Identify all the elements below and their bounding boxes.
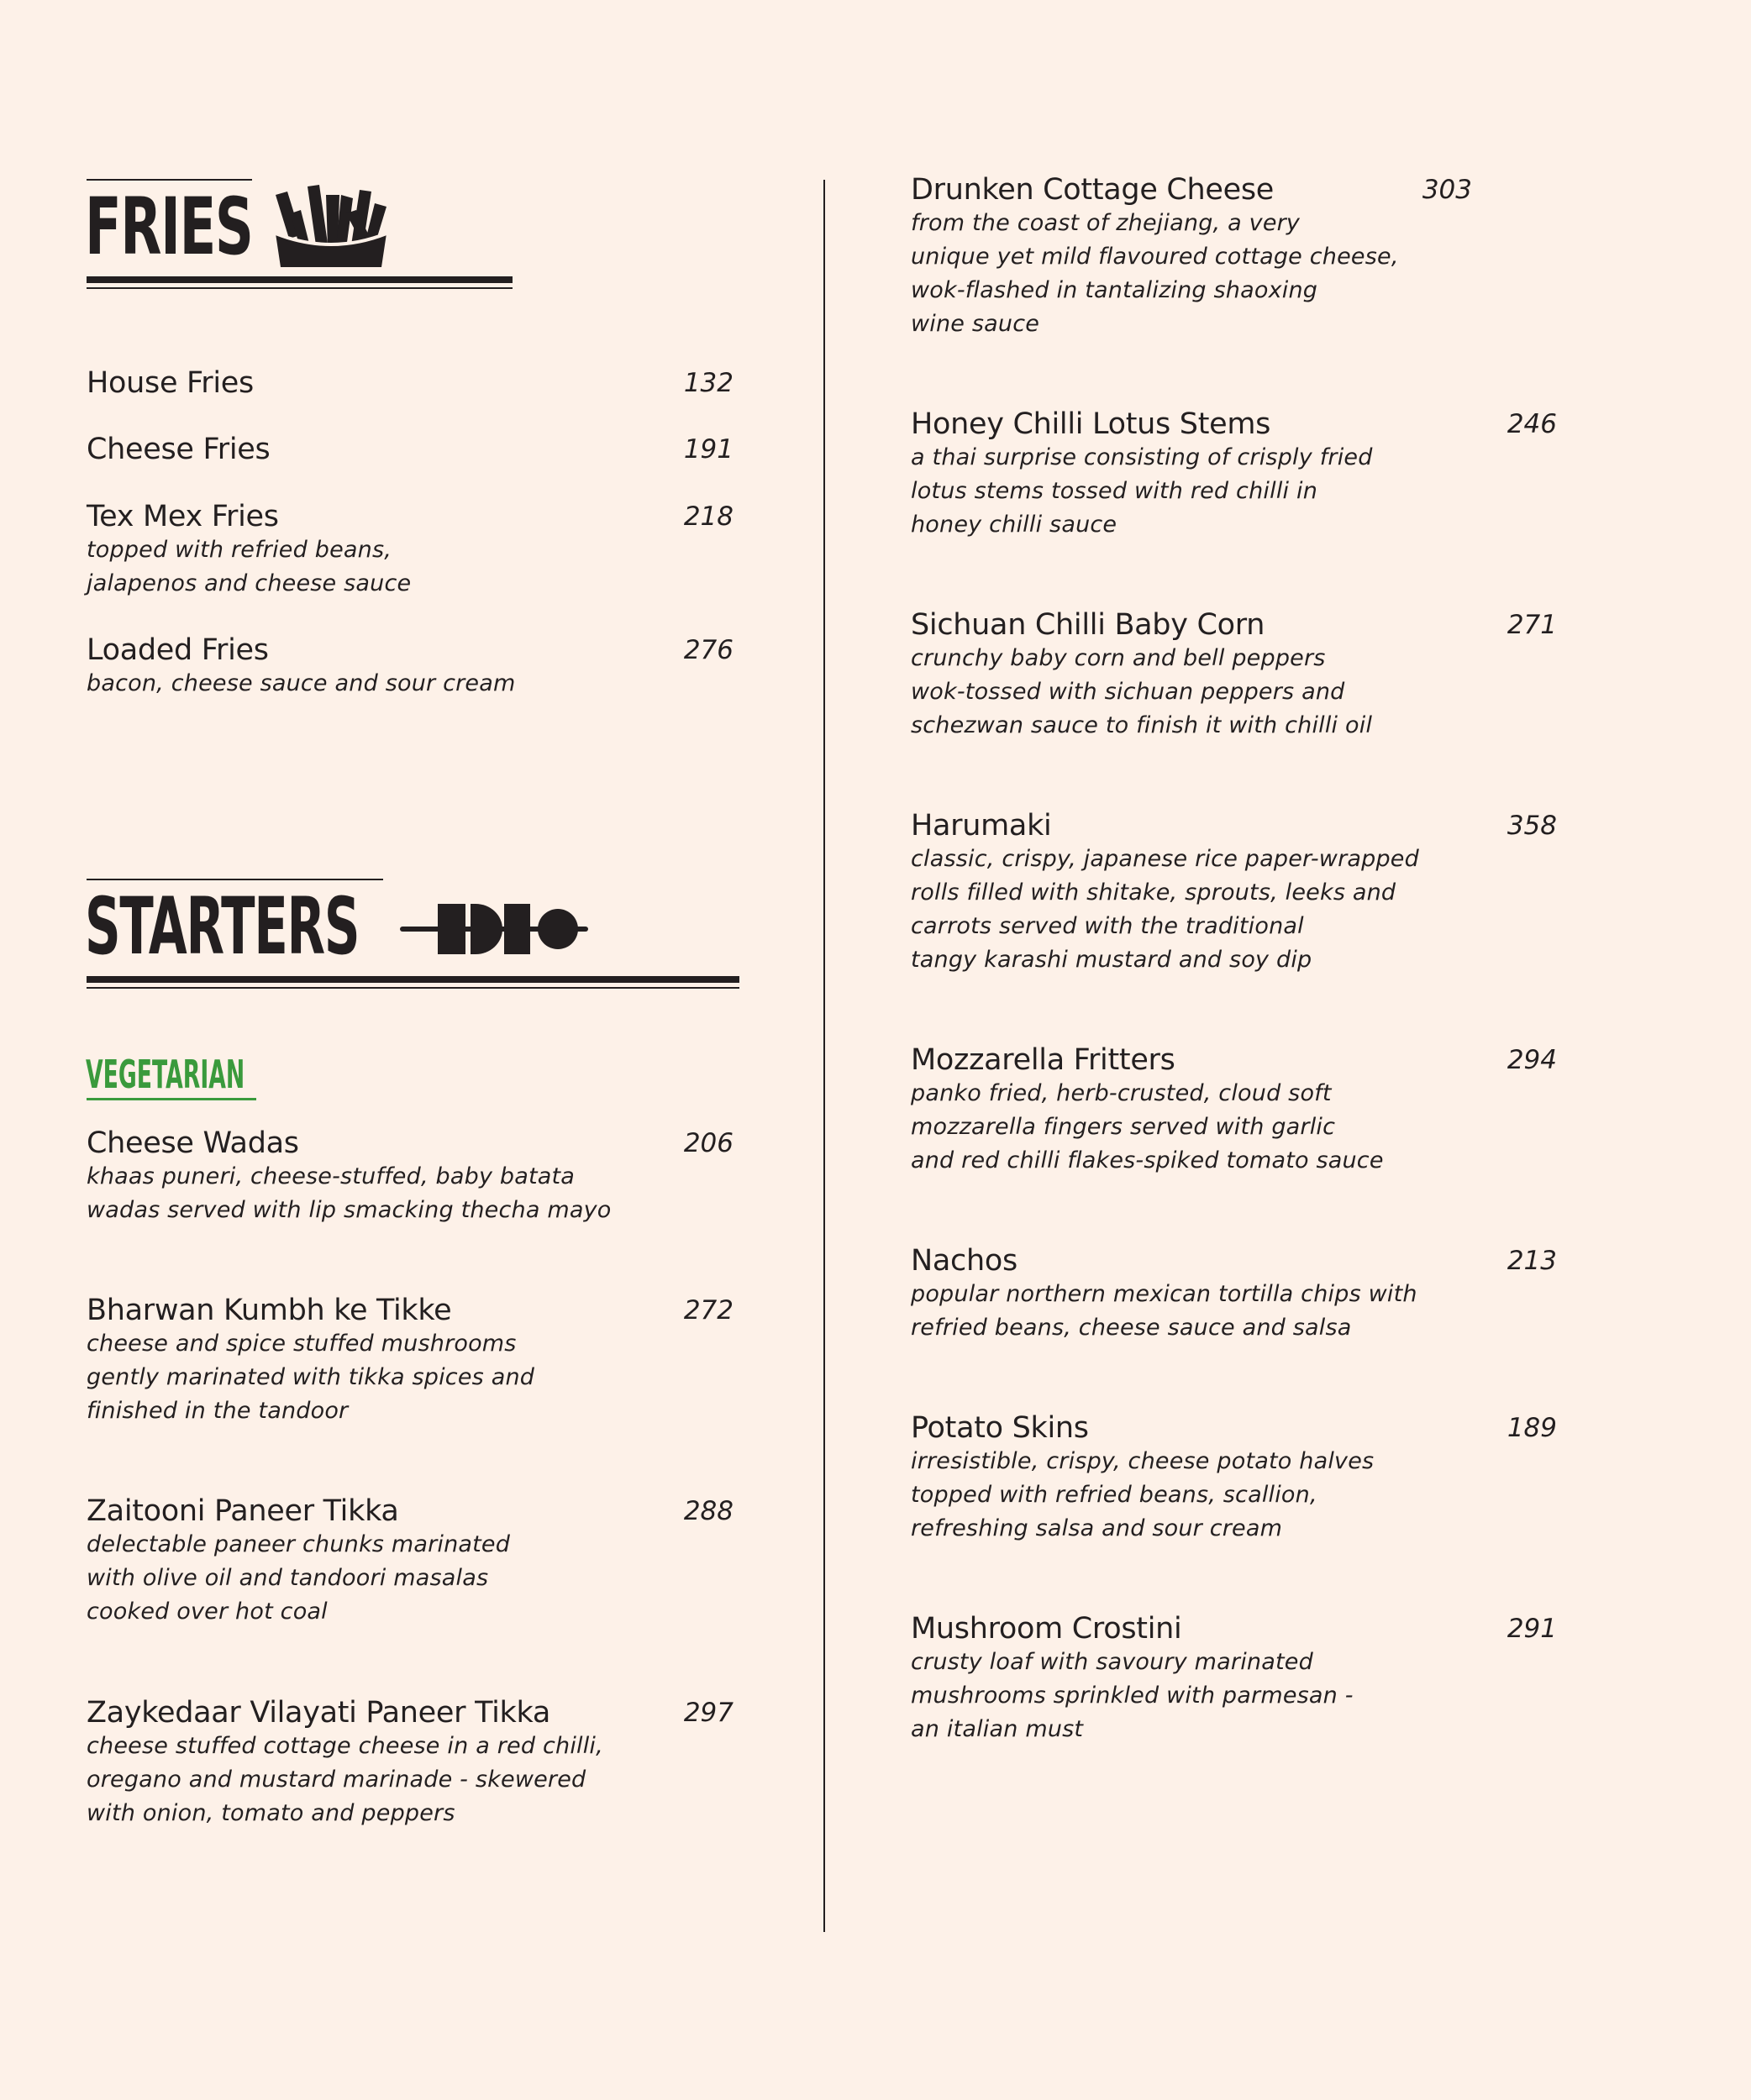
item-name: House Fries <box>87 366 254 400</box>
item-description: khaas puneri, cheese-stuffed, baby batata wadas served with lip smacking thecha mayo <box>87 1163 612 1223</box>
item-price: 272 <box>683 1295 734 1326</box>
item-price: 297 <box>683 1698 734 1728</box>
starters-header-top-rule <box>87 879 383 880</box>
vegetarian-subsection-title: VEGETARIAN <box>86 1052 245 1097</box>
menu-item-cheese-wadas <box>87 1126 734 1227</box>
menu-item-zaitooni-paneer-tikka <box>87 1494 734 1629</box>
item-description: from the coast of zhejiang, a very unique yet mild flavoured cottage cheese, wok-flashed in tantalizing shaoxing wine sauce <box>911 210 1399 337</box>
item-price: 291 <box>1506 1614 1557 1644</box>
item-price: 191 <box>683 434 734 465</box>
column-divider <box>823 180 825 1932</box>
item-price: 276 <box>683 635 734 665</box>
item-description: irresistible, crispy, cheese potato halves topped with refried beans, scallion, refreshing salsa and sour cream <box>911 1448 1375 1541</box>
item-price: 218 <box>683 501 734 532</box>
starters-header-bottom-rule <box>87 987 739 989</box>
item-description: popular northern mexican tortilla chips with refried beans, cheese sauce and salsa <box>911 1281 1417 1341</box>
item-name: Cheese Fries <box>87 433 271 466</box>
item-name: Cheese Wadas <box>87 1126 299 1160</box>
item-price: 206 <box>683 1128 734 1158</box>
menu-item-nachos <box>911 1244 1557 1345</box>
item-description: panko fried, herb-crusted, cloud soft mozzarella fingers served with garlic and red chilli flakes-spiked tomato sauce <box>911 1080 1384 1173</box>
item-name: Drunken Cottage Cheese <box>911 173 1275 207</box>
vegetarian-underline <box>87 1098 256 1100</box>
item-price: 271 <box>1506 610 1557 640</box>
item-price: 288 <box>683 1496 734 1526</box>
menu-item-tex-mex-fries <box>87 500 734 601</box>
item-name: Zaykedaar Vilayati Paneer Tikka <box>87 1696 550 1730</box>
item-description: crunchy baby corn and bell peppers wok-tossed with sichuan peppers and schezwan sauce to finish it with chilli oil <box>911 645 1373 738</box>
fries-header-bottom-rule <box>87 287 513 289</box>
item-description: a thai surprise consisting of crisply fried lotus stems tossed with red chilli in honey chilli sauce <box>911 444 1373 538</box>
menu-item-harumaki <box>911 809 1557 977</box>
menu-item-drunken-cottage-cheese <box>911 173 1557 341</box>
starters-section-title: STARTERS <box>85 881 360 973</box>
item-name: Loaded Fries <box>87 633 269 667</box>
menu-item-honey-chilli-lotus-stems <box>911 407 1557 542</box>
fries-header-top-rule <box>87 179 252 181</box>
skewer-icon <box>398 902 590 956</box>
item-name: Nachos <box>911 1244 1017 1278</box>
item-price: 132 <box>683 368 734 398</box>
starters-header-thick-rule <box>87 976 739 983</box>
menu-item-mushroom-crostini <box>911 1612 1557 1746</box>
item-description: classic, crispy, japanese rice paper-wrapped rolls filled with shitake, sprouts, leeks and carrots served with the traditional tangy karashi mustard and soy dip <box>911 846 1419 973</box>
item-name: Mozzarella Fritters <box>911 1043 1175 1077</box>
item-name: Harumaki <box>911 809 1052 843</box>
item-price: 294 <box>1506 1045 1557 1075</box>
item-description: bacon, cheese sauce and sour cream <box>87 670 516 696</box>
menu-item-potato-skins <box>911 1411 1557 1546</box>
menu-item-cheese-fries <box>87 433 734 466</box>
fries-icon <box>276 183 388 269</box>
item-description: cheese stuffed cottage cheese in a red chilli, oregano and mustard marinade - skewered with onion, tomato and peppers <box>87 1733 603 1826</box>
item-description: crusty loaf with savoury marinated mushrooms sprinkled with parmesan - an italian must <box>911 1649 1354 1742</box>
item-name: Zaitooni Paneer Tikka <box>87 1494 399 1528</box>
item-price: 213 <box>1506 1246 1557 1276</box>
item-name: Potato Skins <box>911 1411 1089 1445</box>
item-price: 189 <box>1506 1413 1557 1443</box>
item-price: 303 <box>1422 175 1472 205</box>
item-name: Honey Chilli Lotus Stems <box>911 407 1271 441</box>
menu-item-loaded-fries <box>87 633 734 701</box>
item-description: delectable paneer chunks marinated with olive oil and tandoori masalas cooked over hot coal <box>87 1531 511 1625</box>
menu-item-bharwan-kumbh-ke-tikke <box>87 1294 734 1428</box>
item-name: Sichuan Chilli Baby Corn <box>911 608 1265 642</box>
item-price: 358 <box>1506 811 1557 841</box>
menu-item-house-fries <box>87 366 734 400</box>
item-description: topped with refried beans, jalapenos and cheese sauce <box>87 537 412 596</box>
item-description: cheese and spice stuffed mushrooms gently marinated with tikka spices and finished in the tandoor <box>87 1331 535 1424</box>
menu-item-mozzarella-fritters <box>911 1043 1557 1178</box>
menu-item-zaykedaar-vilayati-paneer-tikka <box>87 1696 734 1830</box>
item-price: 246 <box>1506 409 1557 439</box>
item-name: Mushroom Crostini <box>911 1612 1182 1646</box>
menu-item-sichuan-chilli-baby-corn <box>911 608 1557 743</box>
fries-section-title: FRIES <box>85 181 253 273</box>
item-name: Tex Mex Fries <box>87 500 279 533</box>
fries-header-thick-rule <box>87 276 513 283</box>
item-name: Bharwan Kumbh ke Tikke <box>87 1294 452 1327</box>
